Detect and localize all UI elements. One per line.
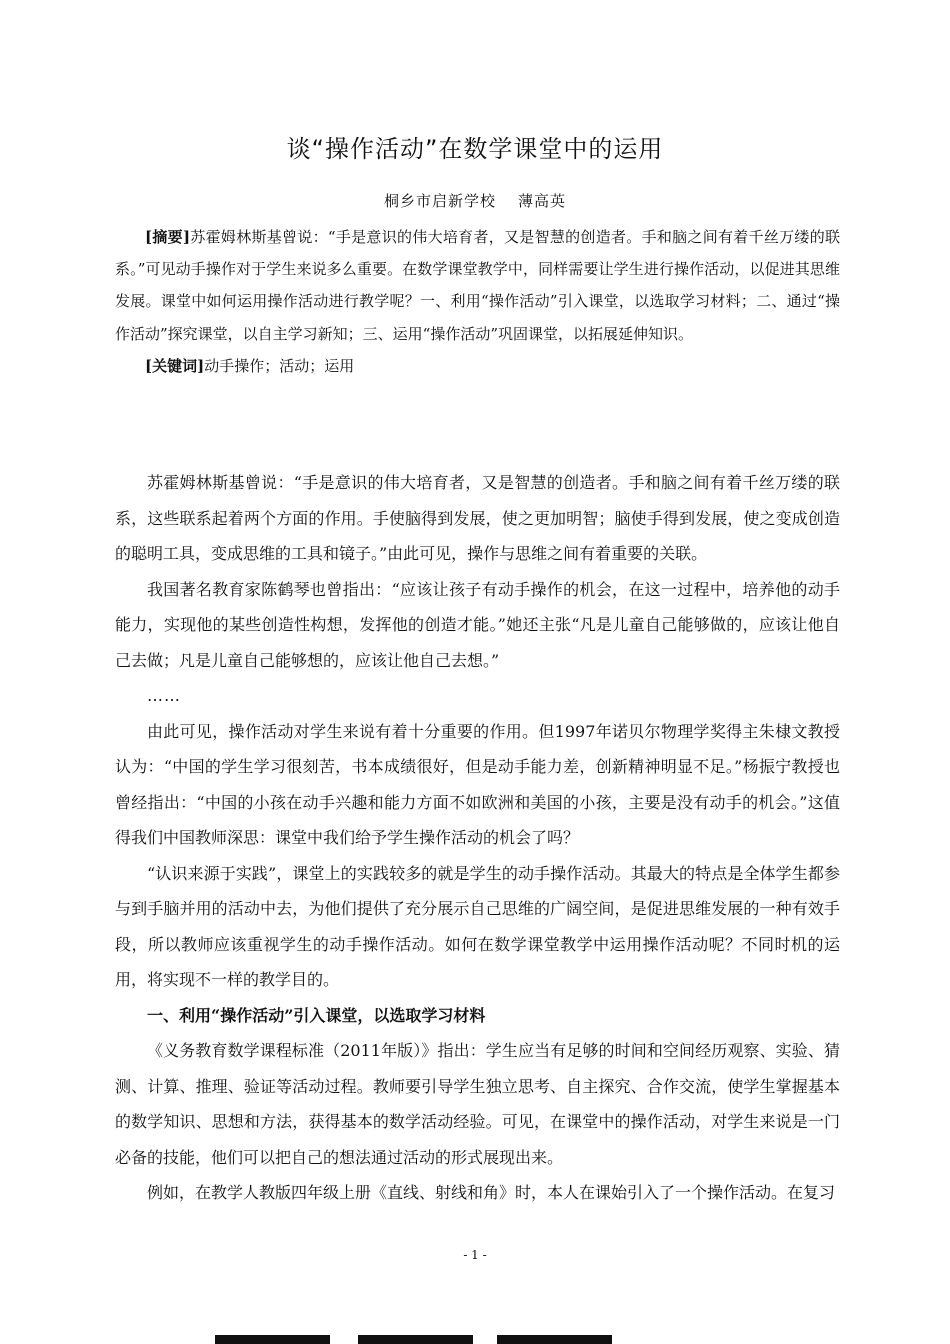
abstract-paragraph: [115, 221, 840, 350]
body-paragraph: 由此可见，操作活动对学生来说有着十分重要的作用。但1997年诺贝尔物理学奖得主朱棣文教授认为：“中国的学生学习很刻苦，书本成绩很好，但是动手能力差，创新精神明显不足。”杨振宁教授也曾经指出：“中国的小孩在动手兴趣和能力方面不如欧洲和美国的小孩，主要是没有动手的机会。”这值得我们中国教师深思：课堂中我们给予学生操作活动的机会了吗？: [115, 721, 840, 847]
keywords-text: 动手操作；活动；运用: [204, 356, 355, 375]
body-paragraph: “认识来源于实践”，课堂上的实践较多的就是学生的动手操作活动。其最大的特点是全体学生都参与到手脑并用的活动中去，为他们提供了充分展示自己思维的广阔空间，是促进思维发展的一种有效手段，所以教师应该重视学生的动手操作活动。如何在数学课堂教学中运用操作活动呢？不同时机的运用，将实现不一样的教学目的。: [115, 863, 840, 989]
bottom-bar-mark: [215, 1335, 330, 1344]
abstract-text: 苏霍姆林斯基曾说：“手是意识的伟大培育者，又是智慧的创造者。手和脑之间有着千丝万缕的联系。”可见动手操作对于学生来说多么重要。在数学课堂教学中，同样需要让学生进行操作活动，以促进其思维发展。课堂中如何运用操作活动进行教学呢？一、利用“操作活动”引入课堂，以选取学习材料；二、通过“操作活动”探究课堂，以自主学习新知；三、运用“操作活动”巩固课堂，以拓展延伸知识。: [115, 228, 840, 343]
section-heading: 一、利用“操作活动”引入课堂，以选取学习材料: [147, 1005, 486, 1025]
keywords-label: [关键词]: [145, 356, 205, 375]
bottom-bar-mark: [497, 1335, 612, 1344]
keywords-paragraph: [115, 350, 840, 382]
body-paragraph: 苏霍姆林斯基曾说：“手是意识的伟大培育者，又是智慧的创造者。手和脑之间有着千丝万缕的联系，这些联系起着两个方面的作用。手使脑得到发展，使之更加明智；脑使手得到发展，使之变成创造的聪明工具，变成思维的工具和镜子。”由此可见，操作与思维之间有着重要的关联。: [115, 473, 840, 563]
bottom-bar-mark: [358, 1335, 473, 1344]
document-title: 谈“操作活动”在数学课堂中的运用: [286, 135, 664, 163]
ellipsis-paragraph: ……: [147, 686, 181, 705]
author-line: [0, 190, 950, 212]
abstract-block: [115, 221, 840, 382]
body-text: [115, 465, 840, 1211]
author-school: 桐乡市启新学校: [383, 192, 496, 210]
abstract-label: [摘要]: [145, 228, 191, 246]
body-paragraph: 我国著名教育家陈鹤琴也曾指出：“应该让孩子有动手操作的机会，在这一过程中，培养他的动手能力，实现他的某些创造性构想，发挥他的创造才能。”她还主张“凡是儿童自己能够做的，应该让他自己去做；凡是儿童自己能够想的，应该让他自己去想。”: [115, 579, 840, 670]
author-name: 薄高英: [518, 192, 567, 210]
body-paragraph: 《义务教育数学课程标准（2011年版）》指出：学生应当有足够的时间和空间经历观察、实验、猜测、计算、推理、验证等活动过程。教师要引导学生独立思考、自主探究、合作交流，使学生掌握基本的数学知识、思想和方法，获得基本的数学活动经验。可见，在课堂中的操作活动，对学生来说是一门必备的技能，他们可以把自己的想法通过活动的形式展现出来。: [115, 1041, 840, 1167]
body-paragraph: 例如，在教学人教版四年级上册《直线、射线和角》时，本人在课始引入了一个操作活动。在复习: [147, 1183, 836, 1202]
page-number: - 1 -: [463, 1248, 487, 1262]
